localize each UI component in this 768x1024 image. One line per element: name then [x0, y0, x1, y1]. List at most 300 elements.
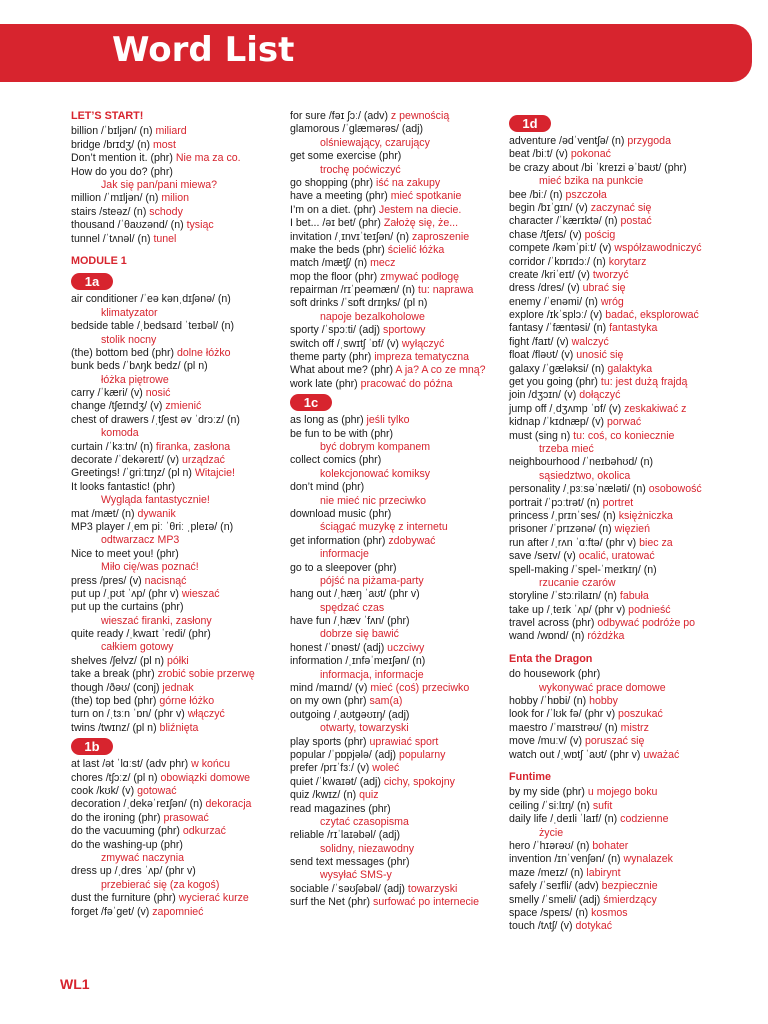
vocab-entry [509, 894, 724, 907]
vocab-translation: biec za [639, 536, 673, 549]
vocab-translation: ubrać się [582, 282, 626, 295]
vocab-term: I bet... /əɪ bet/ (phr) [290, 217, 384, 230]
vocab-translation: pościg [584, 228, 616, 241]
vocab-entry [71, 293, 276, 306]
vocab-translation: wysyłać SMS-y [320, 869, 392, 882]
vocab-entry [509, 722, 724, 735]
vocab-entry [509, 523, 724, 536]
vocab-translation: tworzyć [592, 268, 629, 281]
vocab-entry [290, 776, 495, 789]
vocab-term: How do you do? (phr) [71, 165, 173, 178]
vocab-term: surf the Net (phr) [290, 896, 374, 909]
vocab-translation: Jestem na diecie. [378, 203, 462, 216]
translation-continuation [71, 334, 276, 347]
lesson-badge-row [290, 391, 495, 414]
vocab-term: forget /fəˈɡet/ (v) [71, 905, 153, 918]
vocab-translation: w końcu [191, 758, 230, 771]
vocab-entry [71, 548, 276, 561]
vocab-translation: A ja? A co ze mną? [395, 364, 486, 377]
vocab-term: go to a sleepover (phr) [290, 561, 397, 574]
vocab-term: curtain /ˈkɜːtn/ (n) [71, 440, 156, 453]
vocab-entry [509, 242, 724, 255]
vocab-translation: informacje [320, 548, 369, 561]
vocab-translation: współzawodniczyć [614, 242, 702, 255]
translation-continuation [509, 443, 724, 456]
translation-continuation [71, 615, 276, 628]
vocab-translation: zrobić sobie przerwę [157, 668, 255, 681]
vocab-entry [509, 786, 724, 799]
vocab-translation: wycierać kurze [178, 892, 249, 905]
vocab-translation: zaproszenie [412, 230, 470, 243]
vocab-term: shelves /ʃelvz/ (pl n) [71, 654, 167, 667]
vocab-translation: dekoracja [205, 798, 252, 811]
vocab-entry [509, 708, 724, 721]
vocab-translation: zmienić [165, 400, 202, 413]
vocab-term: watch out /ˌwɒtʃ ˈaʊt/ (phr v) [509, 748, 644, 761]
vocab-term: Don’t mention it. (phr) [71, 152, 176, 165]
translation-continuation [290, 521, 495, 534]
vocab-term: travel across (phr) [509, 617, 598, 630]
vocab-translation: gotować [137, 785, 177, 797]
vocab-term: maze /meɪz/ (n) [509, 866, 587, 879]
vocab-term: jump off /ˌdʒʌmp ˈɒf/ (v) [509, 402, 625, 415]
vocab-term: float /fləʊt/ (v) [509, 349, 577, 362]
translation-continuation [71, 374, 276, 387]
vocab-term: carry /ˈkæri/ (v) [71, 387, 146, 400]
vocab-entry [290, 535, 495, 548]
vocab-term: popular /ˈpɒpjələ/ (adj) [290, 748, 399, 761]
vocab-term: (the) bottom bed (phr) [71, 346, 177, 359]
vocab-entry [290, 271, 495, 284]
vocab-translation: pokonać [570, 148, 611, 161]
vocab-translation: bezpiecznie [601, 880, 658, 893]
vocab-entry [509, 617, 724, 630]
vocab-entry [290, 695, 495, 708]
lesson-badge-row [71, 735, 276, 758]
vocab-entry [71, 785, 276, 798]
vocab-translation: postać [620, 215, 652, 228]
vocab-entry [71, 865, 276, 878]
vocab-entry [509, 456, 724, 469]
vocab-term: get information (phr) [290, 534, 389, 547]
translation-continuation [290, 843, 495, 856]
vocab-translation: łóżka piętrowe [101, 373, 169, 386]
vocab-term: repairman /rɪˈpeəmæn/ (n) [290, 284, 418, 297]
vocab-translation: trzeba mieć [539, 442, 594, 455]
vocab-term: cook /kʊk/ (v) [71, 785, 138, 797]
lesson-badge-row [71, 270, 276, 293]
vocab-translation: codzienne [620, 813, 669, 826]
vocab-term: reliable /rɪˈlaɪəbəl/ (adj) [290, 829, 400, 842]
vocab-translation: górne łóżko [159, 695, 215, 708]
vocab-entry [71, 441, 276, 454]
vocab-translation: iść na zakupy [375, 176, 441, 189]
translation-continuation [71, 879, 276, 892]
vocab-entry [71, 467, 276, 480]
page-number: WL1 [60, 976, 90, 992]
vocab-term: have fun /ˌhæv ˈfʌn/ (phr) [290, 615, 410, 628]
vocab-translation: przygoda [627, 135, 671, 147]
vocab-entry [71, 655, 276, 668]
translation-continuation [71, 307, 276, 320]
vocab-translation: dobrze się bawić [320, 628, 399, 641]
vocab-entry [509, 550, 724, 563]
vocab-entry [290, 829, 495, 842]
vocab-entry [509, 282, 724, 295]
translation-continuation [71, 561, 276, 574]
vocab-entry [509, 537, 724, 550]
vocab-entry [71, 400, 276, 413]
vocab-term: work late (phr) [290, 377, 361, 390]
vocab-entry [71, 521, 276, 534]
vocab-term: bee /biː/ (n) [509, 188, 566, 201]
vocab-translation: zmywać naczynia [101, 851, 185, 864]
vocab-entry [290, 364, 495, 377]
vocab-translation: przebierać się (za kogoś) [101, 878, 220, 891]
vocab-term: prefer /prɪˈfɜː/ (v) [290, 762, 373, 775]
vocab-entry [509, 349, 724, 362]
translation-continuation [290, 548, 495, 561]
vocab-entry [71, 758, 276, 771]
vocab-translation: porwać [606, 416, 642, 429]
vocab-term: storyline /ˈstɔːrilaɪn/ (n) [509, 590, 620, 603]
translation-continuation [290, 628, 495, 641]
vocab-term: maestro /ˈmaɪstrəʊ/ (n) [509, 721, 621, 734]
vocab-translation: ścielić łóżka [387, 243, 445, 256]
vocab-term: dress up /ˌdres ˈʌp/ (phr v) [71, 865, 196, 878]
vocab-entry [290, 615, 495, 628]
vocab-term: be fun to be with (phr) [290, 427, 394, 440]
vocab-term: download music (phr) [290, 507, 392, 520]
translation-continuation [290, 816, 495, 829]
vocab-term: put up /ˌpʊt ˈʌp/ (phr v) [71, 587, 182, 600]
vocab-translation: komoda [101, 427, 139, 440]
vocab-entry [509, 148, 724, 161]
vocab-translation: urządzać [181, 454, 225, 467]
vocab-translation: wynalazek [623, 853, 673, 866]
vocab-term: make the beds (phr) [290, 243, 388, 256]
vocab-translation: pójść na piżama-party [320, 574, 424, 587]
vocab-term: portrait /ˈpɔːtrət/ (n) [509, 496, 603, 509]
vocab-entry [509, 269, 724, 282]
vocab-term: match /mætʃ/ (n) [290, 257, 371, 270]
vocab-entry [509, 497, 724, 510]
vocab-term: mop the floor (phr) [290, 270, 381, 283]
vocab-translation: odbywać podróże po [597, 617, 696, 630]
vocab-translation: zdobywać [388, 534, 436, 547]
vocab-term: quiet /ˈkwaɪət/ (adj) [290, 775, 384, 788]
vocab-translation: Nie ma za co. [175, 152, 241, 165]
lesson-badge-row [509, 112, 724, 135]
vocab-entry [290, 231, 495, 244]
vocab-translation: wróg [600, 295, 624, 308]
vocab-translation: prasować [163, 811, 209, 824]
translation-continuation [71, 427, 276, 440]
vocab-term: must (sing n) [509, 429, 574, 442]
vocab-entry [290, 856, 495, 869]
vocab-term: theme party (phr) [290, 351, 375, 364]
translation-continuation [290, 495, 495, 508]
vocab-entry [509, 430, 724, 443]
vocab-term: bedside table /ˌbedsaɪd ˈteɪbəl/ (n) [71, 320, 235, 333]
vocab-translation: całkiem gotowy [101, 641, 174, 654]
vocab-translation: impreza tematyczna [374, 351, 469, 364]
vocab-translation: Jak się pan/pani miewa? [101, 178, 218, 191]
vocab-entry [290, 883, 495, 896]
lesson-badge: 1b [71, 738, 113, 755]
vocab-entry [71, 206, 276, 219]
vocab-term: as long as (phr) [290, 414, 367, 427]
vocab-translation: korytarz [608, 255, 647, 268]
vocab-term: It looks fantastic! (phr) [71, 480, 176, 493]
vocab-entry [71, 320, 276, 333]
vocab-entry [71, 825, 276, 838]
vocab-entry [71, 682, 276, 695]
vocab-entry [290, 789, 495, 802]
vocab-translation: napoje bezalkoholowe [320, 310, 425, 323]
vocab-translation: dołączyć [579, 389, 621, 402]
vocab-entry [71, 360, 276, 373]
vocab-translation: uprawiać sport [369, 735, 439, 748]
translation-continuation [290, 602, 495, 615]
vocab-translation: pszczoła [565, 188, 607, 201]
vocab-translation: uważać [643, 748, 680, 761]
vocab-entry [71, 575, 276, 588]
vocab-term: air conditioner /ˈeə kənˌdɪʃənə/ (n) [71, 293, 231, 306]
vocab-translation: bliźnięta [159, 721, 199, 734]
vocab-entry [290, 177, 495, 190]
vocab-entry [290, 428, 495, 441]
vocab-entry [71, 601, 276, 614]
vocab-translation: galaktyka [607, 362, 653, 375]
vocab-entry [509, 800, 724, 813]
vocab-translation: czytać czasopisma [320, 815, 409, 828]
translation-continuation [509, 827, 724, 840]
vocab-term: character /ˈkærɪktə/ (n) [509, 215, 621, 228]
vocab-entry [509, 229, 724, 242]
vocab-translation: ściągać muzykę z internetu [320, 521, 448, 534]
vocab-translation: tysiąc [186, 219, 214, 232]
vocab-term: take a break (phr) [71, 668, 158, 681]
vocab-translation: jeśli tylko [366, 414, 410, 427]
vocab-translation: ocalić, uratować [578, 550, 655, 563]
vocab-term: Greetings! /ˈɡriːtɪŋz/ (pl n) [71, 467, 195, 480]
vocab-term: daily life /ˌdeɪli ˈlaɪf/ (n) [509, 813, 621, 826]
vocab-term: stairs /steəz/ (n) [71, 205, 150, 218]
translation-continuation [290, 669, 495, 682]
vocab-term: twins /twɪnz/ (pl n) [71, 721, 160, 734]
vocab-term: save /seɪv/ (v) [509, 550, 579, 563]
vocab-translation: śmierdzący [603, 893, 657, 906]
vocab-translation: różdżka [587, 630, 625, 643]
translation-continuation [509, 682, 724, 695]
vocab-translation: zeskakiwać z [624, 402, 687, 415]
translation-continuation [71, 494, 276, 507]
vocab-term: honest /ˈɒnəst/ (adj) [290, 641, 388, 654]
vocab-entry [290, 297, 495, 310]
vocab-translation: walczyć [571, 335, 609, 348]
vocab-term: do the washing-up (phr) [71, 838, 183, 851]
vocab-translation: klimatyzator [101, 306, 158, 319]
vocab-entry [71, 192, 276, 205]
vocab-term: put up the curtains (phr) [71, 601, 184, 614]
vocab-translation: Witajcie! [194, 467, 235, 480]
vocab-entry [71, 233, 276, 246]
vocab-translation: pracować do późna [360, 377, 453, 390]
vocab-translation: nie mieć nic przeciwko [320, 494, 426, 507]
page-title: Word List [112, 30, 295, 70]
vocab-entry [509, 483, 724, 496]
vocab-translation: mecz [370, 257, 396, 270]
section-heading: Enta the Dragon [509, 652, 593, 665]
vocab-term: play sports (phr) [290, 735, 370, 748]
vocab-entry [509, 695, 724, 708]
translation-continuation [71, 534, 276, 547]
translation-continuation [290, 722, 495, 735]
vocab-entry [509, 867, 724, 880]
vocab-term: change /tʃeɪndʒ/ (v) [71, 400, 166, 413]
word-list-column-3 [509, 112, 724, 934]
vocab-term: chores /tʃɔːz/ (pl n) [71, 771, 161, 784]
vocab-translation: schody [149, 205, 183, 218]
vocab-term: have a meeting (phr) [290, 190, 391, 203]
vocab-term: do the ironing (phr) [71, 811, 164, 824]
lesson-badge: 1d [509, 115, 551, 132]
vocab-translation: kolekcjonować komiksy [320, 467, 431, 480]
vocab-term: fight /faɪt/ (v) [509, 335, 572, 348]
vocab-term: get some exercise (phr) [290, 150, 402, 163]
vocab-entry [290, 642, 495, 655]
vocab-translation: surfować po internecie [373, 896, 480, 909]
vocab-term: kidnap /ˈkɪdnæp/ (v) [509, 416, 607, 429]
vocab-entry [509, 749, 724, 762]
vocab-translation: wyłączyć [401, 337, 445, 350]
vocab-translation: u mojego boku [587, 786, 658, 799]
vocab-entry [290, 709, 495, 722]
translation-continuation [290, 441, 495, 454]
vocab-term: soft drinks /ˈsɒft drɪŋks/ (pl n) [290, 297, 428, 310]
vocab-entry [509, 363, 724, 376]
vocab-translation: odtwarzacz MP3 [101, 534, 180, 547]
vocab-term: dust the furniture (phr) [71, 892, 179, 905]
vocab-translation: dotykać [575, 920, 613, 933]
vocab-term: mind /maɪnd/ (v) [290, 682, 371, 695]
vocab-term: chase /tʃeɪs/ (v) [509, 228, 585, 241]
vocab-entry [71, 139, 276, 152]
vocab-term: decoration /ˌdekəˈreɪʃən/ (n) [71, 798, 206, 811]
vocab-term: go shopping (phr) [290, 176, 376, 189]
vocab-term: invitation /ˌɪnvɪˈteɪʃən/ (n) [290, 230, 413, 243]
vocab-term: by my side (phr) [509, 786, 588, 799]
vocab-term: dress /dres/ (v) [509, 282, 583, 295]
section-heading: Funtime [509, 770, 551, 783]
vocab-entry [71, 219, 276, 232]
vocab-entry [509, 590, 724, 603]
vocab-term: corridor /ˈkɒrɪdɔː/ (n) [509, 255, 609, 268]
vocab-term: mat /mæt/ (n) [71, 507, 138, 520]
vocab-entry [509, 376, 724, 389]
vocab-entry [290, 204, 495, 217]
vocab-entry [71, 125, 276, 138]
vocab-translation: tu: jest dużą frajdą [600, 376, 688, 389]
vocab-term: do the vacuuming (phr) [71, 825, 183, 838]
vocab-entry [290, 896, 495, 909]
vocab-entry [509, 162, 724, 175]
vocab-translation: uczciwy [387, 641, 425, 654]
vocab-entry [71, 588, 276, 601]
vocab-translation: cichy, spokojny [383, 775, 455, 788]
vocab-translation: wieszać [181, 587, 220, 600]
vocab-term: sociable /ˈsəʊʃəbəl/ (adj) [290, 882, 408, 895]
title-banner [0, 24, 752, 82]
vocab-term: decorate /ˈdekəreɪt/ (v) [71, 454, 182, 467]
vocab-term: personality /ˌpɜːsəˈnæləti/ (n) [509, 483, 649, 496]
vocab-term: glamorous /ˈɡlæmərəs/ (adj) [290, 123, 424, 136]
vocab-translation: quiz [359, 789, 379, 802]
vocab-translation: Miło cię/was poznać! [101, 561, 199, 574]
vocab-term: Nice to meet you! (phr) [71, 547, 179, 560]
vocab-translation: mieć spotkanie [390, 190, 462, 203]
vocab-entry [290, 588, 495, 601]
translation-continuation [71, 852, 276, 865]
vocab-translation: tu: coś, co koniecznie [573, 429, 675, 442]
vocab-term: hobby /ˈhɒbi/ (n) [509, 695, 590, 708]
vocab-entry [509, 296, 724, 309]
vocab-entry [290, 481, 495, 494]
translation-continuation [290, 468, 495, 481]
word-list-column-2 [290, 110, 495, 910]
vocab-term: get you going (phr) [509, 376, 601, 389]
vocab-entry [290, 217, 495, 230]
translation-continuation [509, 470, 724, 483]
translation-continuation [290, 869, 495, 882]
vocab-term: princess /ˌprɪnˈses/ (n) [509, 509, 619, 522]
vocab-translation: informacja, informacje [320, 668, 424, 681]
vocab-term: fantasy /ˈfæntəsi/ (n) [509, 322, 610, 335]
vocab-term: quiz /kwɪz/ (n) [290, 789, 360, 802]
vocab-translation: towarzyski [407, 882, 458, 895]
vocab-translation: trochę poćwiczyć [320, 163, 401, 176]
vocab-entry [290, 123, 495, 136]
vocab-term: information /ˌɪnfəˈmeɪʃən/ (n) [290, 655, 426, 668]
vocab-translation: zaczynać się [590, 201, 652, 214]
vocab-translation: zapomnieć [152, 905, 204, 918]
vocab-entry [509, 322, 724, 335]
vocab-entry [290, 454, 495, 467]
vocab-entry [71, 347, 276, 360]
vocab-entry [509, 215, 724, 228]
vocab-entry [290, 244, 495, 257]
vocab-term: join /dʒɔɪn/ (v) [509, 389, 580, 402]
vocab-term: create /kriˈeɪt/ (v) [509, 268, 593, 281]
vocab-term: explore /ɪkˈsplɔː/ (v) [509, 309, 606, 322]
vocab-term: bunk beds /ˈbʌŋk bedz/ (pl n) [71, 360, 208, 373]
vocab-term: outgoing /ˌaʊtɡəʊɪŋ/ (adj) [290, 708, 410, 721]
vocab-term: run after /ˌrʌn ˈɑːftə/ (phr v) [509, 536, 640, 549]
vocab-entry [290, 736, 495, 749]
vocab-entry [71, 839, 276, 852]
vocab-entry [509, 920, 724, 933]
vocab-translation: olśniewający, czarujący [320, 136, 430, 149]
vocab-term: billion /ˈbɪljən/ (n) [71, 125, 156, 138]
vocab-translation: podnieść [628, 603, 671, 616]
vocab-translation: życie [539, 826, 564, 839]
vocab-term: wand /wɒnd/ (n) [509, 630, 588, 643]
vocab-translation: fantastyka [609, 322, 658, 335]
vocab-translation: stolik nocny [101, 333, 157, 346]
vocab-entry [290, 338, 495, 351]
vocab-translation: unosić się [576, 349, 624, 362]
